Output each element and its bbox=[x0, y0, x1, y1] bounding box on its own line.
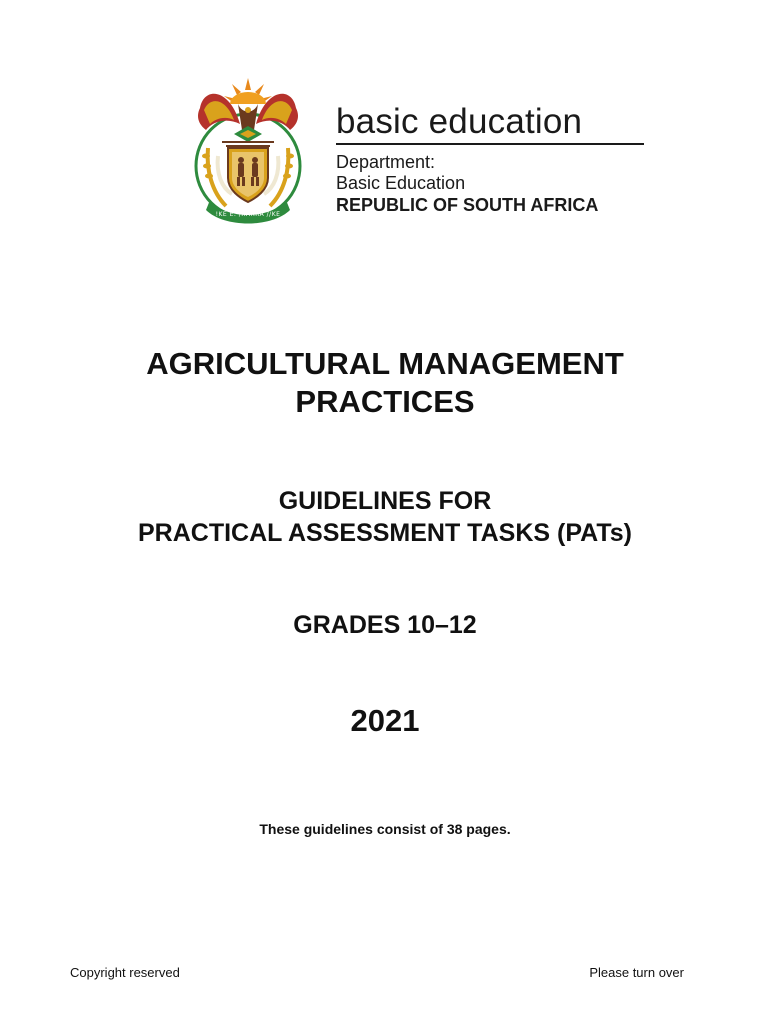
title-line-2: PRACTICES bbox=[295, 384, 475, 419]
department-line-1: Department: bbox=[336, 152, 436, 172]
page-count-note: These guidelines consist of 38 pages. bbox=[259, 821, 511, 837]
footer-turn-over: Please turn over bbox=[589, 965, 684, 980]
department-line-2: Basic Education bbox=[336, 173, 466, 193]
department-branding bbox=[336, 102, 646, 216]
brand-title: basic education bbox=[336, 102, 583, 141]
brand-divider bbox=[336, 143, 644, 145]
coat-of-arms-icon bbox=[186, 74, 310, 224]
footer-copyright: Copyright reserved bbox=[70, 965, 180, 980]
subtitle-line-2: PRACTICAL ASSESSMENT TASKS (PATs) bbox=[137, 519, 632, 547]
year-label: 2021 bbox=[350, 703, 420, 738]
grades-label: GRADES 10–12 bbox=[293, 611, 477, 639]
title-line-1: AGRICULTURAL MANAGEMENT bbox=[146, 346, 624, 381]
department-label bbox=[336, 152, 646, 194]
subtitle-line-1: GUIDELINES FOR bbox=[278, 487, 492, 515]
document-subtitle bbox=[0, 485, 770, 549]
svg-text:!KE E: /XARRA //KE: !KE E: /XARRA //KE bbox=[215, 211, 281, 218]
country-name: REPUBLIC OF SOUTH AFRICA bbox=[336, 195, 599, 215]
document-title bbox=[0, 345, 770, 421]
